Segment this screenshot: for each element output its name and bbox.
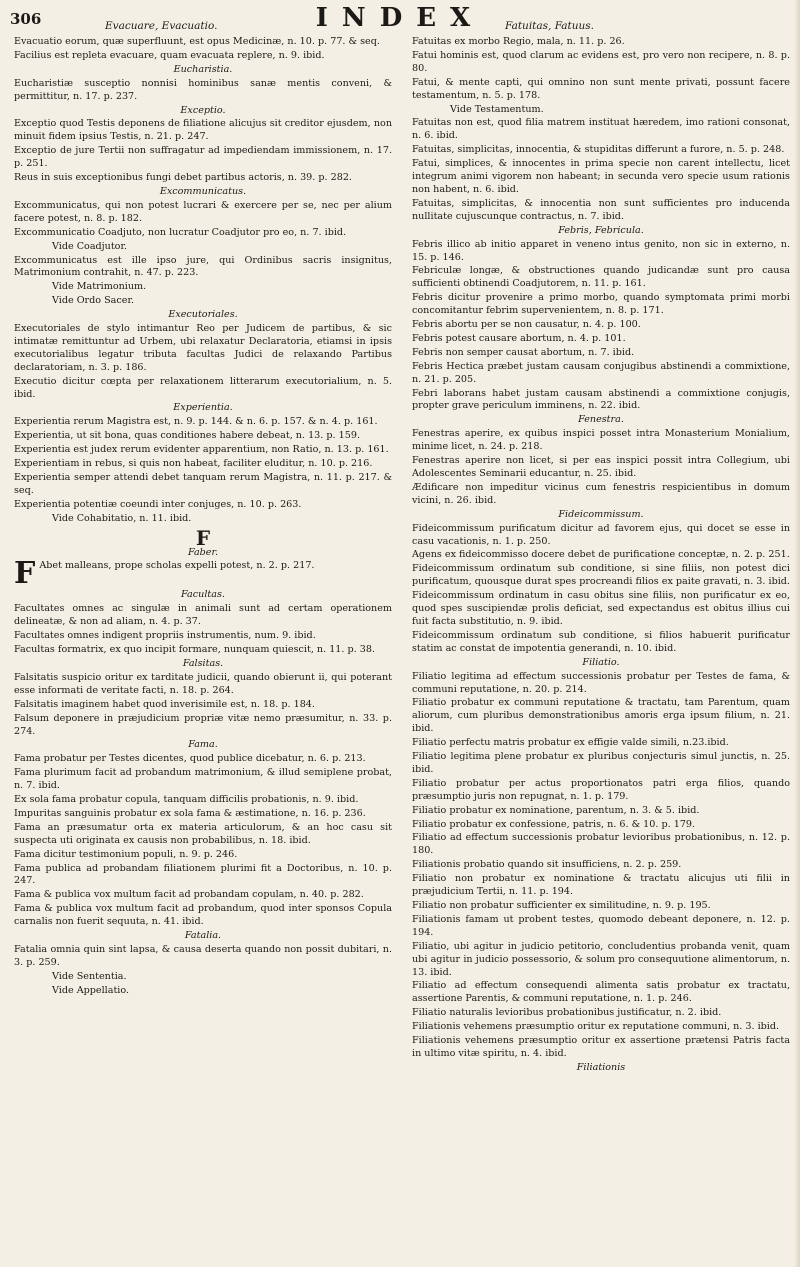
index-entry: Fideicommissum purificatum dicitur ad favorem ejus, qui docet se esse in casu vacationis, n. 1. p. 250. — [412, 522, 790, 547]
index-entry: Filiationis famam ut probent testes, quomodo debeant deponere, n. 12. p. 194. — [412, 913, 790, 938]
index-entry: Filiatio perfectu matris probatur ex effigie valde simili, n.23.ibid. — [412, 737, 729, 749]
index-entry: Filiatio naturalis levioribus probationibus justificatur, n. 2. ibid. — [412, 1007, 722, 1019]
index-subheading: Fideicommissum. — [558, 508, 644, 520]
index-entry: Experientia potentiæ coeundi inter conjuges, n. 10. p. 263. — [14, 498, 302, 510]
index-entry: Fama plurimum facit ad probandum matrimonium, & illud semiplene probat, n. 7. ibid. — [14, 767, 392, 792]
index-entry: Exceptio de jure Tertii non suffragatur ad impediendam immissionem, n. 17. p. 251. — [14, 145, 392, 170]
page-heading: INDEX — [315, 3, 485, 33]
index-entry: Filiationis vehemens præsumptio oritur ex reputatione communi, n. 3. ibid. — [412, 1021, 780, 1033]
index-entry: Fideicommissum ordinatum sub conditione, si filios habuerit purificatur statim ac constat de impotentia generandi, n. 10. ibid. — [412, 629, 790, 654]
running-head-right: Fatuitas, Fatuus. — [505, 20, 595, 32]
index-entry: Fama dicitur testimonium populi, n. 9. p. 246. — [14, 848, 238, 860]
index-entry: Filiatio non probatur sufficienter ex similitudine, n. 9. p. 195. — [412, 900, 711, 911]
index-entry: Fatui hominis est, quod clarum ac evidens est, pro vero non recipere, n. 8. p. 80. — [412, 49, 790, 74]
index-subheading: Exceptio. — [180, 104, 226, 116]
index-entry: Fatuitas, simplicitas, innocentia, & stupiditas differunt a furore, n. 5. p. 248. — [412, 144, 785, 156]
cross-reference: Vide Coadjutor. — [52, 240, 128, 252]
index-entry: Filiationis vehemens præsumptio oritur ex assertione prætensi Patris facta in ultimo vitæ spiritu, n. 4. ibid. — [412, 1035, 790, 1059]
index-subheading: Excommunicatus. — [159, 185, 247, 197]
index-subheading: Experientia. — [173, 402, 233, 414]
right-column — [412, 36, 790, 1076]
index-entry: Febris dicitur provenire a primo morbo, quando symptomata primi morbi concomitantur febrim supervenientem, n. 8. p. 171. — [412, 292, 790, 317]
index-subheading: Filiatio. — [582, 656, 620, 668]
index-entry: Reus in suis exceptionibus fungi debet partibus actoris, n. 39. p. 282. — [14, 172, 352, 184]
cross-reference: Vide Ordo Sacer. — [52, 295, 135, 307]
index-entry: Filiationis probatio quando sit insufficiens, n. 2. p. 259. — [412, 859, 682, 871]
index-entry: Fama & publica vox multum facit ad probandum, quod inter sponsos Copula carnalis non fuerit sequuta, n. 41. ibid. — [14, 903, 392, 928]
index-entry: Experientiam in rebus, si quis non habeat, faciliter eluditur, n. 10. p. 216. — [14, 458, 373, 470]
index-entry: Experientia est judex rerum evidenter apparentium, non Ratio, n. 13. p. 161. — [14, 444, 389, 456]
index-entry: Experientia semper attendi debet tanquam rerum Magistra, n. 11. p. 217. & seq. — [14, 472, 392, 496]
index-entry: Executoriales de stylo intimantur Reo per Judicem de partibus, & sic intimatæ remittuntur ad Urbem, ubi relaxatur Declaratoria, etiamsi in ipsis executorialibus legatur tributa facultas Judici de relaxando Partibus declaratoriam, n. 3. p. 186. — [14, 323, 392, 373]
index-entry: Impuritas sanguinis probatur ex sola fama & æstimatione, n. 16. p. 236. — [14, 807, 366, 819]
index-subheading: Filiationis — [576, 1061, 626, 1073]
index-entry: Fideicommissum ordinatum sub conditione, si sine filiis, non potest dici purificatum, quousque durat spes procreandi filios ex paite gravati, n. 3. ibid. — [412, 563, 790, 588]
index-entry: Experientia, ut sit bona, quas conditiones habere debeat, n. 13. p. 159. — [14, 430, 360, 442]
index-entry: Fama probatur per Testes dicentes, quod publice dicebatur, n. 6. p. 213. — [14, 753, 366, 765]
index-entry: Excommunicatio Coadjuto, non lucratur Coadjutor pro eo, n. 7. ibid. — [14, 226, 347, 238]
index-subheading: Fama. — [188, 739, 218, 751]
index-entry: Febris abortu per se non causatur, n. 4. p. 100. — [412, 319, 641, 331]
index-entry: Fatui, simplices, & innocentes in prima specie non carent intellectu, licet integrum animi vigorem non habeant; in secunda vero specie usum rationis non habent, n. 6. ibid. — [412, 158, 790, 195]
drop-cap: F — [14, 556, 36, 592]
index-entry: Excommunicatus est ille ipso jure, qui Ordinibus sacris insignitus, Matrimonium contrahit, n. 47. p. 223. — [14, 254, 392, 279]
index-entry: Febris non semper causat abortum, n. 7. ibid. — [412, 346, 635, 358]
index-entry: Exceptio quod Testis deponens de filiatione alicujus sit creditor ejusdem, non minuit fidem ipsius Testis, n. 21. p. 247. — [14, 118, 392, 143]
index-subheading: Fenestra. — [578, 414, 624, 426]
left-column — [14, 36, 392, 999]
index-entry: Filiatio legitima plene probatur ex pluribus conjecturis simul junctis, n. 25. ibid. — [412, 751, 790, 775]
index-entry: Ædificare non impeditur vicinus cum fenestris respicientibus in domum vicini, n. 26. ibid. — [412, 481, 790, 506]
index-entry: Febriculæ longæ, & obstructiones quando judicandæ sunt pro causa sufficienti obtinendi Coadjutorem, n. 11. p. 161. — [412, 265, 790, 290]
index-entry: Fatalia omnia quin sint lapsa, & causa deserta quando non possit dubitari, n. 3. p. 259. — [14, 944, 392, 968]
index-entry: Excommunicatus, qui non potest lucrari & exercere per se, nec per alium facere potest, n. 8. p. 182. — [14, 199, 392, 224]
page-edge-shadow — [794, 0, 800, 1267]
index-subheading: Febris, Febricula. — [558, 224, 644, 236]
index-entry: Falsitatis suspicio oritur ex tarditate judicii, quando obierunt ii, qui poterant esse informati de veritate facti, n. 18. p. 264. — [14, 671, 392, 696]
index-entry: Fama publica ad probandam filiationem plurimi fit a Doctoribus, n. 10. p. 247. — [14, 862, 392, 887]
index-entry: Filiatio probatur per actus proportionatos patri erga filios, quando præsumptio juris non repugnat, n. 1. p. 179. — [412, 777, 790, 802]
index-entry: Facultates omnes ac singulæ in animali sunt ad certam operationem delineatæ, & non ad aliam, n. 4. p. 37. — [14, 603, 392, 628]
index-entry: Eucharistiæ susceptio nonnisi hominibus sanæ mentis conveni, & permittitur, n. 17. p. 237. — [14, 77, 392, 102]
index-entry: Fama an præsumatur orta ex materia articulorum, & an hoc casu sit suspecta uti originata ex causis non probabilibus, n. 18. ibid. — [14, 821, 392, 846]
index-subheading: Fatalia. — [184, 930, 222, 942]
index-entry: Filiatio ad effectum successionis probatur levioribus probationibus, n. 12. p. 180. — [412, 832, 790, 857]
index-entry: Fatuitas, simplicitas, & innocentia non sunt sufficientes pro inducenda nullitate cujuscunque contractus, n. 7. ibid. — [412, 197, 790, 222]
index-entry: Fideicommissum ordinatum in casu obitus sine filiis, non purificatur ex eo, quod spes suscipiendæ prolis deficiat, sed expectandus est obitus illius cui fuit facta substitutio, n. 9. ibid. — [412, 590, 790, 627]
index-entry: Executio dicitur cœpta per relaxationem litterarum executorialium, n. 5. ibid. — [14, 375, 392, 400]
index-entry: Facilius est repleta evacuare, quam evacuata replere, n. 9. ibid. — [14, 49, 325, 61]
index-entry: Fenestras aperire non licet, si per eas inspici possit intra Collegium, ubi Adolescentes Seminarii educantur, n. 25. ibid. — [412, 455, 790, 479]
index-entry: Facultates omnes indigent propriis instrumentis, num. 9. ibid. — [14, 630, 316, 642]
index-entry: Filiatio probatur ex confessione, patris, n. 6. & 10. p. 179. — [412, 818, 696, 830]
index-subheading: Eucharistia. — [173, 63, 233, 75]
index-entry: Filiatio legitima ad effectum successionis probatur per Testes de fama, & communi reputatione, n. 20. p. 214. — [412, 670, 790, 695]
page-number: 306 — [10, 10, 42, 28]
running-head-left: Evacuare, Evacuatio. — [105, 20, 218, 32]
index-entry: Fenestras aperire, ex quibus inspici posset intra Monasterium Monialium, minime licet, n. 24. p. 218. — [412, 428, 790, 453]
index-entry: Febris potest causare abortum, n. 4. p. 101. — [412, 332, 626, 344]
index-entry: Fatuitas non est, quod filia matrem instituat hæredem, imo rationi consonat, n. 6. ibid. — [412, 117, 790, 142]
index-entry: Febri laborans habet justam causam abstinendi a commixtione conjugis, propter grave periculum imminens, n. 22. ibid. — [412, 387, 790, 412]
index-entry — [14, 556, 392, 592]
index-subheading: Falsitas. — [182, 657, 224, 669]
index-entry: Falsum deponere in præjudicium propriæ vitæ nemo præsumitur, n. 33. p. 274. — [14, 712, 392, 737]
index-entry: Evacuatio eorum, quæ superfluunt, est opus Medicinæ, n. 10. p. 77. & seq. — [14, 36, 380, 47]
cross-reference: Vide Sententia. — [52, 970, 127, 982]
index-subheading: Faber. — [187, 546, 219, 558]
index-subheading: Executoriales. — [168, 309, 238, 321]
index-entry: Falsitatis imaginem habet quod inverisimile est, n. 18. p. 184. — [14, 698, 315, 710]
index-entry: Filiatio, ubi agitur in judicio petitorio, concludentius probanda venit, quam ubi agitur in judicio possessorio, & solum pro consequutione alimentorum, n. 13. ibid. — [412, 940, 790, 978]
index-entry: Filiatio probatur ex nominatione, parentum, n. 3. & 5. ibid. — [412, 804, 700, 816]
index-entry: Febris illico ab initio apparet in veneno intus genito, non sic in externo, n. 15. p. 146. — [412, 238, 790, 263]
section-letter: F — [195, 525, 211, 550]
index-entry: Fatuitas ex morbo Regio, mala, n. 11. p. 26. — [412, 36, 625, 47]
index-entry: Ex sola fama probatur copula, tanquam difficilis probationis, n. 9. ibid. — [14, 794, 359, 806]
cross-reference: Vide Matrimonium. — [52, 281, 147, 293]
index-entry: Febris Hectica præbet justam causam conjugibus abstinendi a commixtione, n. 21. p. 205. — [412, 360, 790, 385]
index-entry: Experientia rerum Magistra est, n. 9. p. 144. & n. 6. p. 157. & n. 4. p. 161. — [14, 416, 378, 428]
cross-reference: Vide Appellatio. — [52, 984, 130, 996]
index-entry: Filiatio non probatur ex nominatione & tractatu alicujus uti filii in præjudicium Tertii, n. 11. p. 194. — [412, 873, 790, 898]
cross-reference: Vide Testamentum. — [450, 103, 544, 115]
index-entry: Facultas formatrix, ex quo incipit formare, nunquam quiescit, n. 11. p. 38. — [14, 644, 376, 656]
index-entry: Fama & publica vox multum facit ad probandam copulam, n. 40. p. 282. — [14, 889, 364, 901]
index-entry: Agens ex fideicommisso docere debet de purificatione conceptæ, n. 2. p. 251. — [412, 549, 790, 561]
index-entry: Filiatio ad effectum consequendi alimenta satis probatur ex tractatu, assertione Parentis, & communi reputatione, n. 1. p. 246. — [412, 980, 790, 1005]
index-subheading: Facultas. — [181, 589, 225, 601]
index-entry: Filiatio probatur ex communi reputatione & tractatu, tam Parentum, quam aliorum, cum pluribus demonstrationibus amoris erga ipsum filium, n. 21. ibid. — [412, 697, 790, 735]
cross-reference: Vide Cohabitatio, n. 11. ibid. — [52, 512, 192, 524]
entry-text: Abet malleans, prope scholas expelli potest, n. 2. p. 217. — [39, 560, 315, 572]
index-entry: Fatui, & mente capti, qui omnino non sunt mente privati, possunt facere testamentum, n. 5. p. 178. — [412, 76, 790, 101]
